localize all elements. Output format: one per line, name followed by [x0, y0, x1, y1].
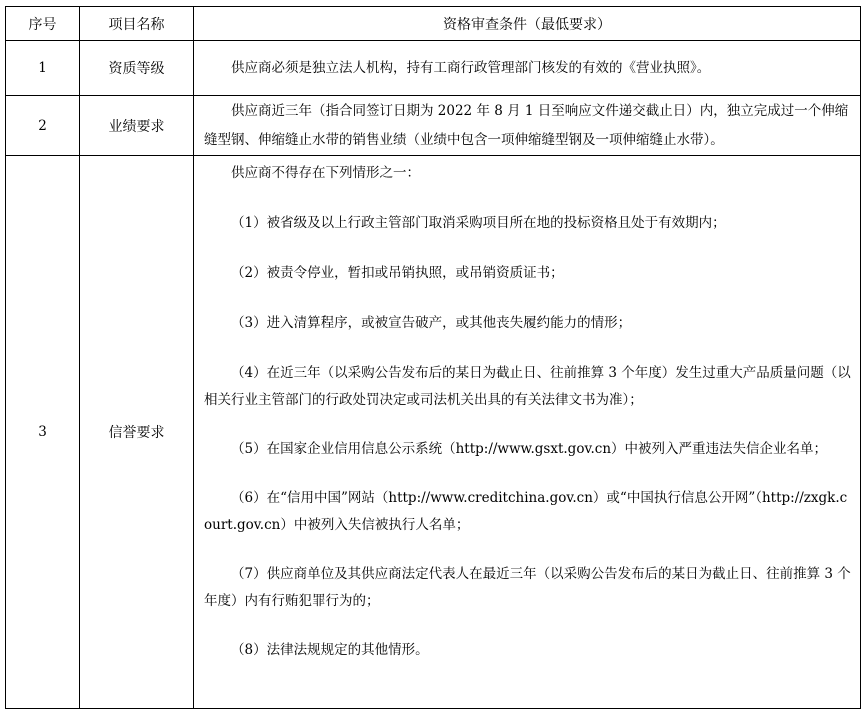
row-condition: [194, 96, 861, 156]
condition-item: （4）在近三年（以采购公告发布后的某日为截止日、往前推算 3 个年度）发生过重大产品质量问题（以相关行业主管部门的行政处罚决定或司法机关出具的有关法律文书为准）；: [204, 365, 851, 408]
row-number: 1: [6, 41, 80, 96]
row-item-name: 业绩要求: [80, 96, 194, 156]
qualification-table: [5, 6, 861, 709]
table-header-row: [6, 7, 861, 41]
condition-text: 供应商必须是独立法人机构，持有工商行政管理部门核发的有效的《营业执照》。: [231, 59, 711, 76]
row-item-name: 信誉要求: [80, 156, 194, 709]
row-number: 3: [6, 156, 80, 709]
header-serial: 序号: [6, 7, 80, 41]
table-row: [6, 96, 861, 156]
condition-item: （7）供应商单位及其供应商法定代表人在最近三年（以采购公告发布后的某日为截止日、往前推算 3 个年度）内有行贿犯罪行为的；: [204, 566, 851, 609]
row-item-name: 资质等级: [80, 41, 194, 96]
table-row: [6, 41, 861, 96]
condition-item: （3）进入清算程序，或被宣告破产，或其他丧失履约能力的情形；: [231, 315, 632, 331]
row-condition: [194, 41, 861, 96]
header-conditions: 资格审查条件（最低要求）: [194, 7, 861, 41]
condition-item: （6）在“信用中国”网站（http://www.creditchina.gov.cn）或“中国执行信息公开网”（http://zxgk.court.gov.cn）中被列入失信被执行人名单；: [204, 490, 848, 533]
condition-item: （2）被责令停业，暂扣或吊销执照，或吊销资质证书；: [231, 265, 564, 281]
table-row: [6, 156, 861, 709]
header-item-name: 项目名称: [80, 7, 194, 41]
condition-item: （5）在国家企业信用信息公示系统（http://www.gsxt.gov.cn）中被列入严重违法失信企业名单；: [231, 441, 828, 457]
condition-item: （1）被省级及以上行政主管部门取消采购项目所在地的投标资格且处于有效期内；: [231, 215, 726, 231]
condition-item: （8）法律法规规定的其他情形。: [231, 642, 429, 658]
row-condition: [194, 156, 861, 709]
row-number: 2: [6, 96, 80, 156]
condition-text: 供应商近三年（指合同签订日期为 2022 年 8 月 1 日至响应文件递交截止日）内，独立完成过一个伸缩缝型钢、伸缩缝止水带的销售业绩（业绩中包含一项伸缩缝型钢及一项伸缩缝止水带）。: [204, 102, 849, 148]
condition-intro: 供应商不得存在下列情形之一：: [231, 165, 420, 181]
